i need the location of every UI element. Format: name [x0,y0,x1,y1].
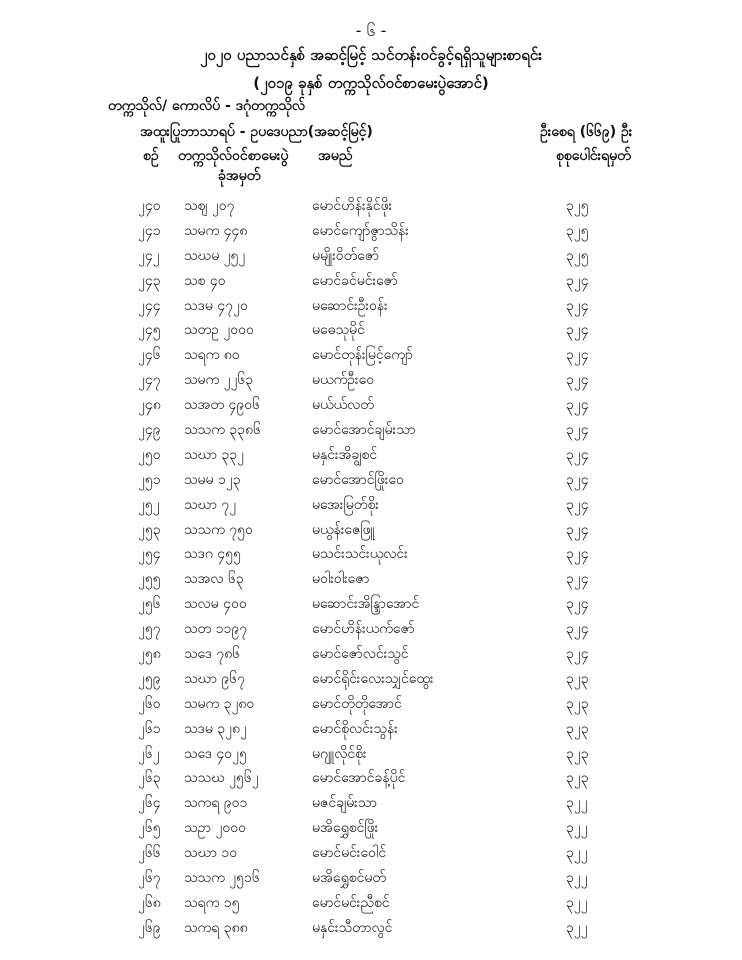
serial-cell: ၂၄၄ [138,297,161,314]
serial-cell: ၂၆၅ [138,820,161,837]
name-cell: မောင်အောင်ခန့်ပိုင် [312,770,406,787]
table-row [0,893,742,918]
serial-cell: ၂၄၇ [138,372,161,389]
table-row [0,544,742,569]
university-label: တက္ကသိုလ်/ ကောလိပ် - ဒဂုံတက္ကသိုလ် [108,98,305,114]
roll-no-cell: သဥာ ၂၀၀၀ [184,820,247,837]
roll-no-cell: သသက ၂၅၁၆ [184,870,260,887]
serial-cell: ၂၄၅ [138,322,161,339]
total-cell: ၃၂၄ [566,347,589,364]
roll-no-cell: သဒမ ၄၇၂၀ [184,297,248,314]
total-cell: ၃၂၂ [566,894,588,911]
roll-no-cell: သသက ၇၅၀ [184,521,253,538]
table-row [0,793,742,818]
name-cell: မဂျူလိုင်စိုး [312,745,367,762]
roll-no-cell: သဒေ ၇၈၆ [184,646,241,663]
roll-no-cell: သတဥ ၂၀၀၀ [184,322,254,339]
total-cell: ၃၂၄ [566,471,589,488]
name-cell: မအေးမြတ်စိုး [312,496,379,513]
total-cell: ၃၂၄ [566,422,589,439]
serial-cell: ၂၅၄ [138,546,161,563]
roll-no-cell: သမက ၄၄၈ [184,222,248,239]
roll-no-cell: သဒမ ၃၂၈၂ [184,720,247,737]
table-row [0,470,742,495]
serial-cell: ၂၅၂ [138,496,160,513]
table-row [0,246,742,271]
total-cell: ၃၂၄ [566,272,589,289]
name-cell: မဆောင်းဦးဝန်း [312,297,388,314]
table-row [0,719,742,744]
total-cell: ၃၂၄ [566,397,589,414]
table-row [0,843,742,868]
table-row [0,868,742,893]
name-cell: မောင်တုန်းမြင့်ကျော် [312,347,413,364]
roll-no-cell: သမက ၂၂၆၃ [184,372,254,389]
roll-no-cell: သသက ၃၃၈၆ [184,422,261,439]
roll-no-cell: သရက ၁၅ [184,894,240,911]
table-row [0,669,742,694]
page-number: - ၆ - [355,21,387,40]
serial-cell: ၂၆၄ [138,795,161,812]
table-row [0,370,742,395]
name-cell: မနှင်းသီတာလွင် [312,919,393,936]
total-cell: ၃၂၄ [566,521,589,538]
table-row [0,395,742,420]
table-row [0,495,742,520]
name-cell: မောင်စိုလင်းသွန်း [312,720,398,737]
name-cell: မဝါးဝါးဇော [312,571,370,588]
total-cell: ၃၂၄ [566,596,589,613]
table-row [0,818,742,843]
roll-no-cell: သလမ ၄၀၀ [184,596,247,613]
serial-cell: ၂၆၁ [138,720,161,737]
serial-cell: ၂၄၀ [138,198,161,214]
table-row [0,196,742,221]
serial-cell: ၂၄၃ [138,272,161,289]
roll-no-cell: သစ ၄၀ [184,272,226,289]
document-subtitle: (၂၀၁၉ ခုနှစ် တက္ကသိုလ်ဝင်စာမေးပွဲအောင်) [253,74,489,92]
serial-cell: ၂၅၀ [138,446,161,463]
total-cell: ၃၂၂ [566,870,588,887]
table-row [0,569,742,594]
roll-no-cell: သဈ ၂၀၇ [184,198,235,214]
name-cell: မောင်အောင်ဖြိုးဝေ [312,471,404,488]
name-cell: မအိရွှေစင်ဖြိုး [312,820,379,837]
roll-no-cell: သကရ ၃၈၈ [184,919,248,936]
name-cell: မသင်းသင်းယုလင်း [312,546,408,563]
name-cell: မောင်ကျော်ဇွာသိန်း [312,222,409,239]
serial-cell: ၂၆၇ [138,870,161,887]
table-row [0,271,742,296]
name-cell: မယ်ယ်လတ် [312,397,374,414]
subject-label: အထူးပြုဘာသာရပ် - ဥပဒေပညာ(အဆင့်မြင့်) [140,124,373,140]
total-cell: ၃၂၄ [566,446,589,463]
roll-no-cell: သဃာ ၉၆၇ [184,670,246,687]
total-cell: ၃၂၃ [566,720,589,737]
name-cell: မောင်မင်းညီစင် [312,894,390,911]
table-row [0,520,742,545]
total-cell: ၃၂၄ [566,546,589,563]
table-row [0,619,742,644]
serial-cell: ၂၆၃ [138,770,161,787]
serial-cell: ၂၄၈ [138,397,161,414]
table-row [0,644,742,669]
name-cell: မယွန်းဇေဖြူ [312,521,375,538]
name-cell: မောင်ရိုင်းလေးသျှင်ထွေး [312,670,434,687]
name-cell: မောင်ခင်မင်းဇော် [312,272,398,289]
header-roll-no: တက္ကသိုလ်ဝင်စာမေးပွဲ [178,148,289,164]
header-total: စုစုပေါင်းရမှတ် [556,148,631,164]
roll-no-cell: သသဃ ၂၅၆၂ [184,770,259,787]
serial-cell: ၂၅၉ [138,670,161,687]
table-row [0,420,742,445]
serial-cell: ၂၆၂ [138,745,160,762]
total-cell: ၃၂၅ [566,222,589,239]
student-list [0,196,742,943]
total-cell: ၃၂၂ [566,919,588,936]
table-row [0,445,742,470]
total-cell: ၃၂၄ [566,496,589,513]
total-cell: ၃၂၃ [566,670,589,687]
total-cell: ၃၂၄ [566,571,589,588]
serial-cell: ၂၅၃ [138,521,161,538]
total-cell: ၃၂၄ [566,322,589,339]
name-cell: မောင်အောင်ချမ်းသာ [312,422,416,439]
serial-cell: ၂၅၆ [138,596,161,613]
total-cell: ၃၂၄ [566,297,589,314]
roll-no-cell: သဃာ ၇၂ [184,496,237,513]
name-cell: မောင်တိုတိုအောင် [312,695,402,712]
total-cell: ၃၂၂ [566,795,588,812]
name-cell: မဇင်ချမ်းသာ [312,795,378,812]
total-cell: ၃၂၅ [566,198,589,214]
table-row [0,221,742,246]
table-row [0,744,742,769]
serial-cell: ၂၅၇ [138,621,161,638]
name-cell: မဆောင်းအိန္ဒြာအောင် [312,596,420,613]
serial-cell: ၂၅၁ [138,471,161,488]
total-cell: ၃၂၄ [566,621,589,638]
header-serial: စဉ် [143,148,159,164]
total-cell: ၃၂၂ [566,845,588,862]
serial-cell: ၂၄၉ [138,422,161,439]
table-row [0,768,742,793]
name-cell: မအိရွှေစင်မတ် [312,870,387,887]
table-row [0,320,742,345]
serial-cell: ၂၄၆ [138,347,161,364]
serial-cell: ၂၆၈ [138,894,161,911]
total-cell: ၃၂၄ [566,646,589,663]
roll-no-cell: သဃမ ၂၅၂ [184,247,246,264]
total-cell: ၃၂၃ [566,770,589,787]
total-cell: ၃၂၃ [566,695,589,712]
quota-label: ဦးစေရ (၆၆၉) ဦး [540,124,633,140]
roll-no-cell: သတ ၁၁၉၇ [184,621,248,638]
serial-cell: ၂၄၁ [138,222,161,239]
roll-no-cell: သမက ၃၂၈၀ [184,695,255,712]
serial-cell: ၂၆၆ [138,845,161,862]
header-roll-no-2: ခုံအမှတ် [218,168,261,184]
name-cell: မယက်ဦးဝေ [312,372,375,389]
table-row [0,345,742,370]
roll-no-cell: သဃာ ၃၃၂ [184,446,245,463]
serial-cell: ၂၆၉ [138,919,161,936]
roll-no-cell: သအလ ၆၃ [184,571,244,588]
name-cell: မောင်ဇော်လင်းသွင် [312,646,409,663]
serial-cell: ၂၅၅ [138,571,161,588]
name-cell: မမျိုးဝိတ်ဇော် [312,247,379,264]
table-row [0,296,742,321]
roll-no-cell: သဒဂ ၄၅၅ [184,546,241,563]
name-cell: မဓေသုမိုင် [312,322,365,339]
name-cell: မောင်မင်းဝေါင် [312,845,387,862]
roll-no-cell: သဒေ ၄၀၂၅ [184,745,247,762]
name-cell: မောင်ဟိန်းနိုင်ဖိုး [312,198,393,214]
total-cell: ၃၂၅ [566,247,589,264]
roll-no-cell: သဃာ ၁၀ [184,845,238,862]
total-cell: ၃၂၃ [566,745,589,762]
document-title: ၂၀၂၀ ပညာသင်နှစ် အဆင့်မြင့် သင်တန်းဝင်ခွင့်ရရှိသူများစာရင်း [199,46,542,64]
table-row [0,918,742,943]
roll-no-cell: သကရ ၉၀၁ [184,795,248,812]
table-row [0,594,742,619]
name-cell: မနှင်းအိချွစင် [312,446,378,463]
serial-cell: ၂၆၀ [138,695,161,712]
serial-cell: ၂၄၂ [138,247,160,264]
table-row [0,694,742,719]
serial-cell: ၂၅၈ [138,646,161,663]
total-cell: ၃၂၂ [566,820,588,837]
roll-no-cell: သရက ၈၀ [184,347,240,364]
name-cell: မောင်ဟိန်းယက်ဇော် [312,621,415,638]
roll-no-cell: သအတ ၄၉၀၆ [184,397,260,414]
header-name: အမည် [318,148,353,164]
total-cell: ၃၂၄ [566,372,589,389]
roll-no-cell: သမမ ၁၂၃ [184,471,241,488]
